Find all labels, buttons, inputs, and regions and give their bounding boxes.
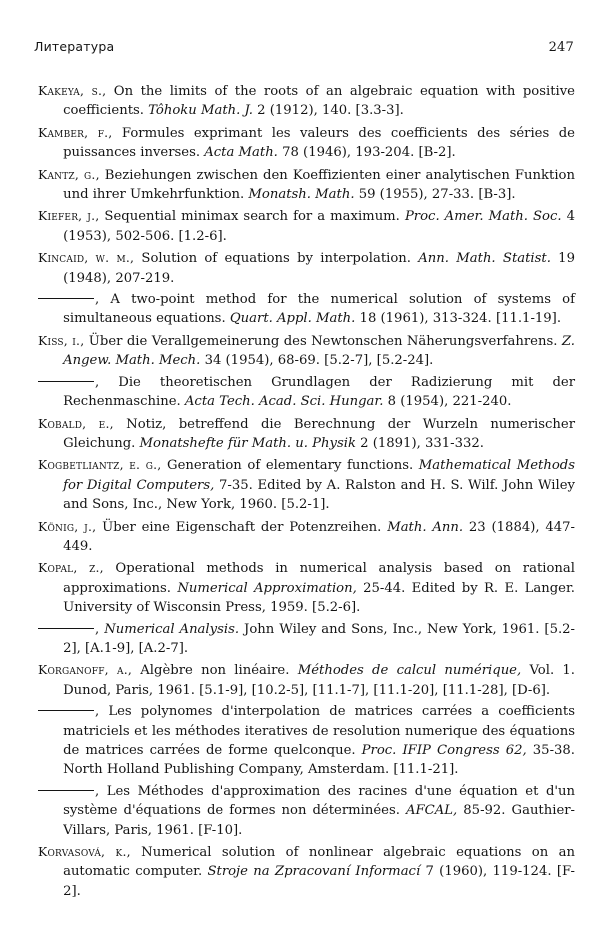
same-author-dash [38,710,94,711]
reference-title: Formules exprimant les valeurs des coefficients des séries de puissances inverses. [63,125,575,161]
reference-details: 34 (1954), 68-69. [5.2-7], [5.2-24]. [200,353,434,369]
reference-entry [38,620,575,659]
reference-details: 2 (1891), 331-332. [355,435,484,451]
reference-title: Generation of elementary functions. [161,458,419,474]
reference-title: , A two-point method for the numerical solution of systems of simultaneous equations. [63,292,575,327]
reference-entry [38,517,575,557]
reference-title: , Les Méthodes d'approximation des racines d'une équation et d'un système d'équations de formes non déterminées. [63,783,575,819]
reference-details: 7-35. Edited by A. Ralston and H. S. Wilf. John Wiley and Sons, Inc., New York, 1960. [5.2-1]. [63,477,575,513]
reference-author: Kantz, g., [38,166,100,182]
reference-source: Monatsh. Math. [248,187,355,203]
reference-details: John Wiley and Sons, Inc., New York, 1961. [5.2-2], [A.1-9], [A.2-7]. [63,621,576,656]
reference-entry [38,455,575,514]
reference-entry [38,290,575,329]
reference-details: 8 (1954), 221-240. [383,394,512,410]
reference-list [38,81,575,903]
reference-author: Kamber, f., [38,124,113,140]
reference-details: 19 (1948), 207-219. [63,251,575,286]
same-author-dash [38,790,94,791]
reference-author: Kakeya, s., [38,83,107,98]
reference-details: 25-44. Edited by R. E. Langer. University of Wisconsin Press, 1959. [5.2-6]. [63,580,575,616]
reference-source: Numerical Analysis. [104,621,240,637]
reference-source: Ann. Math. Statist. [418,251,551,267]
reference-title: Operational methods in numerical analysis based on rational approximations. [63,561,575,596]
reference-source: Tôhoku Math. J. [148,103,253,119]
reference-source: Z. Angew. Math. Mech. [63,333,575,369]
reference-entry [38,248,575,288]
reference-entry [38,123,575,163]
reference-title: Notiz, betreffend die Berechnung der Wurzeln numerischer Gleichung. [63,416,575,451]
reference-entry [38,660,575,700]
reference-source: Méthodes de calcul numérique, [297,663,522,679]
reference-source: Proc. Amer. Math. Soc. [404,209,562,225]
reference-details: 4 (1953), 502-506. [1.2-6]. [63,209,575,244]
reference-title: On the limits of the roots of an algebraic equation with positive coefficients. [63,84,575,119]
reference-author: Kogbetliantz, e. g., [38,457,162,473]
reference-details: 2 (1912), 140. [3.3-3]. [252,103,404,119]
same-author-dash [38,381,94,382]
reference-source: Proc. IFIP Congress 62, [361,743,527,758]
reference-details: 78 (1946), 193-204. [B-2]. [277,145,456,161]
reference-title: Algèbre non linéaire. [132,663,298,679]
reference-entry [38,373,575,412]
reference-title: , Les polynomes d'interpolation de matrices carrées a coefficients matriciels et les méthodes iteratives de resolution numerique des équations de matrices carrées de forme quelconque. [63,704,575,758]
reference-author: Kopal, z., [38,560,104,576]
reference-title: Numerical solution of nonlinear algebraic equations on an automatic computer. [63,845,575,880]
reference-entry [38,165,575,205]
reference-source: Math. Ann. [387,519,464,535]
section-title: Литература [34,39,115,54]
reference-entry [38,842,575,901]
reference-author: Korganoff, a., [38,662,132,678]
reference-entry [38,414,575,454]
reference-source: Acta Tech. Acad. Sci. Hungar. [184,394,384,410]
page-number: 247 [548,40,574,55]
reference-source: Numerical Approximation, [177,580,357,596]
reference-title: Sequential minimax search for a maximum. [99,209,405,225]
reference-entry [38,206,575,246]
reference-title: , Die theoretischen Grundlagen der Radizierung mit der Rechenmaschine. [63,374,575,410]
reference-source: AFCAL, [405,803,458,819]
reference-details: 35-38. North Holland Publishing Company, Amsterdam. [11.1-21]. [63,743,575,778]
reference-entry [38,782,575,840]
same-author-dash [38,298,94,299]
reference-source: Mathematical Methods for Digital Computers, [63,458,575,493]
reference-entry [38,331,575,371]
reference-details: 23 (1884), 447-449. [63,519,576,554]
reference-source: Monatshefte für Math. u. Physik [139,435,356,451]
reference-author: Kiefer, j., [38,208,100,224]
reference-author: König, j., [38,518,97,534]
reference-title: , [95,621,105,637]
reference-title: Über die Verallgemeinerung des Newtonschen Näherungsverfahrens. [84,333,562,349]
reference-source: Quart. Appl. Math. [229,311,356,327]
reference-title: Über eine Eigenschaft der Potenzreihen. [96,519,388,535]
reference-details: 85-92. Gauthier-Villars, Paris, 1961. [F-10]. [63,803,576,838]
reference-author: Korvasová, k., [38,844,131,860]
reference-details: Vol. 1. Dunod, Paris, 1961. [5.1-9], [10.2-5], [11.1-7], [11.1-20], [11.1-28], [D-6]. [63,663,575,698]
reference-author: Kobald, e., [38,415,114,431]
reference-entry [38,702,575,780]
reference-entry [38,81,575,121]
reference-source: Acta Math. [204,145,278,161]
reference-details: 59 (1955), 27-33. [B-3]. [354,187,516,203]
reference-details: 18 (1961), 313-324. [11.1-19]. [355,311,562,327]
reference-title: Beziehungen zwischen den Koeffizienten einer analytischen Funktion und ihrer Umkehrfunktion. [63,167,575,203]
reference-title: Solution of equations by interpolation. [134,251,419,267]
same-author-dash [38,628,94,629]
reference-author: Kiss, i., [38,332,85,348]
reference-details: 7 (1960), 119-124. [F-2]. [63,864,575,899]
running-header [34,39,574,59]
reference-author: Kincaid, w. m., [38,250,135,266]
reference-entry [38,558,575,617]
reference-source: Stroje na Zpracovaní Informací [207,864,421,880]
